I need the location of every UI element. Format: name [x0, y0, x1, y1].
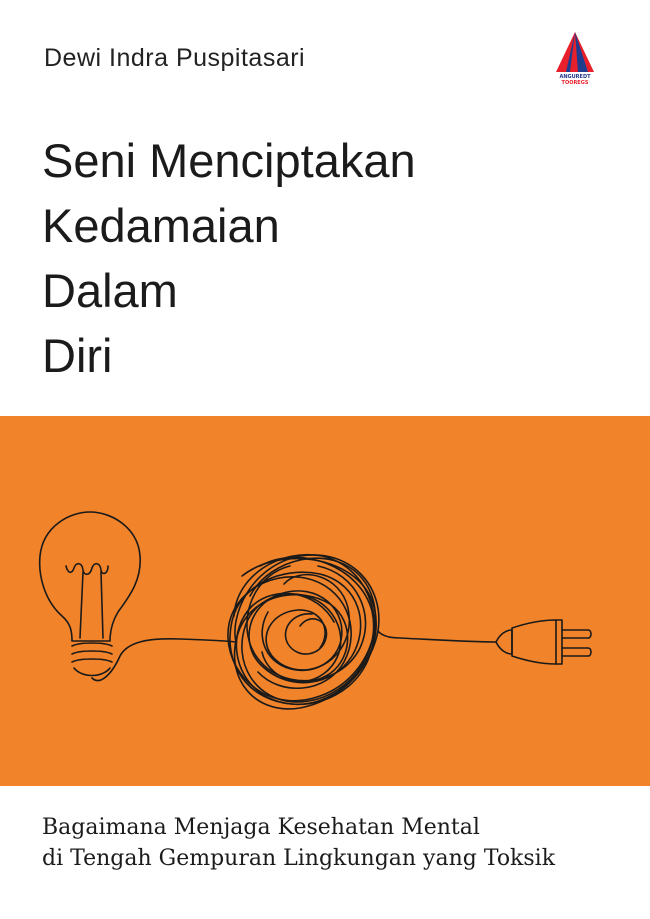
subtitle-line-1: Bagaimana Menjaga Kesehatan Mental [42, 815, 480, 840]
book-subtitle [42, 812, 555, 874]
publisher-logo [548, 30, 602, 86]
illustration-band [0, 416, 650, 786]
title-line-3: Dalam [42, 264, 178, 317]
publisher-logo-line2: TOOREGS [561, 80, 589, 86]
title-line-4: Diri [42, 329, 113, 382]
subtitle-line-2: di Tengah Gempuran Lingkungan yang Toksik [42, 846, 556, 871]
light-bulb-icon [40, 512, 236, 681]
plug-icon [496, 620, 591, 664]
author-name: Dewi Indra Puspitasari [44, 44, 306, 72]
tangled-cord-icon [228, 555, 496, 709]
title-line-2: Kedamaian [42, 199, 280, 252]
title-line-1: Seni Menciptakan [42, 134, 416, 187]
publisher-logo-text [548, 74, 602, 86]
book-title [42, 128, 416, 388]
triangle-mountain-logo-icon [548, 30, 602, 74]
publisher-logo-line1: ANGUREDT [559, 74, 591, 80]
